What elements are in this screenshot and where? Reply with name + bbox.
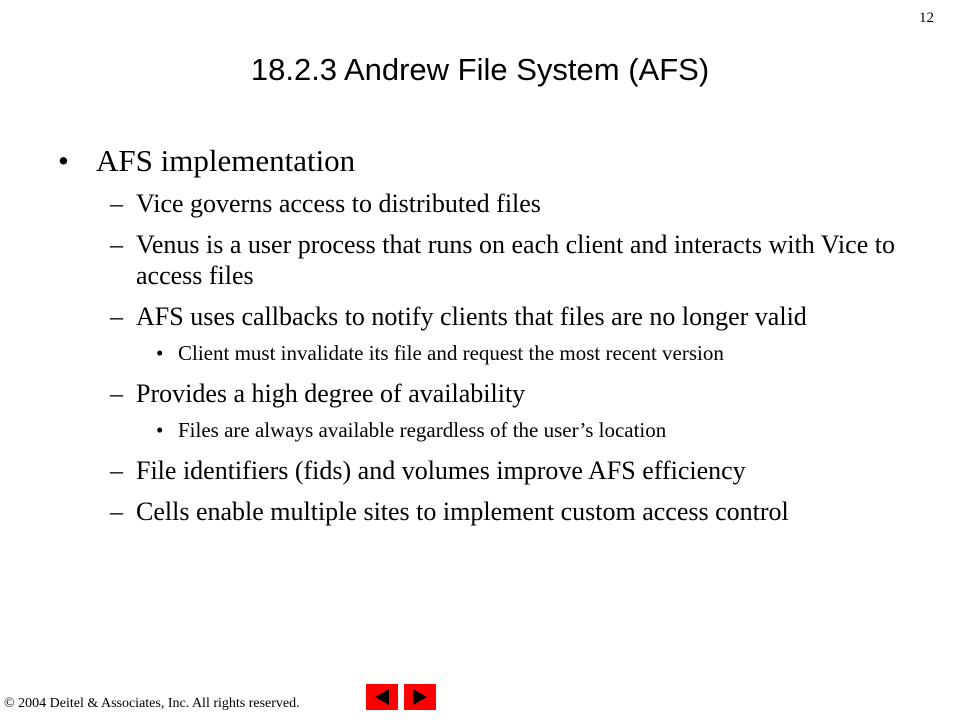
dash-icon: – xyxy=(110,302,123,331)
bullet-icon: • xyxy=(58,143,69,178)
dash-icon: – xyxy=(110,189,123,218)
bullet-icon: • xyxy=(156,418,164,442)
page-number: 12 xyxy=(919,10,934,26)
sub-item xyxy=(110,455,918,486)
sub-item xyxy=(110,496,918,527)
next-slide-button[interactable] xyxy=(404,684,436,710)
sub-item-text: Cells enable multiple sites to implement custom access control xyxy=(136,497,789,526)
sub-sub-item xyxy=(156,417,918,443)
sub-item-text: File identifiers (fids) and volumes improve AFS efficiency xyxy=(136,456,746,485)
sub-sub-item xyxy=(156,340,918,366)
arrow-left-icon xyxy=(366,684,398,710)
slide-title: 18.2.3 Andrew File System (AFS) xyxy=(250,52,710,87)
sub-item xyxy=(110,188,918,219)
dash-icon: – xyxy=(110,497,123,526)
copyright-footer: © 2004 Deitel & Associates, Inc. All rights reserved. xyxy=(4,696,300,711)
slide-content xyxy=(58,142,918,537)
sub-sub-item-text: Client must invalidate its file and request the most recent version xyxy=(178,341,724,365)
slide-navigation xyxy=(366,684,436,710)
dash-icon: – xyxy=(110,456,123,485)
sub-item xyxy=(110,301,918,332)
dash-icon: – xyxy=(110,379,123,408)
sub-sub-item-text: Files are always available regardless of the user’s location xyxy=(178,418,667,442)
sub-item-text: Vice governs access to distributed files xyxy=(136,189,541,218)
main-bullet xyxy=(58,142,918,180)
arrow-right-icon xyxy=(404,684,436,710)
sub-item-text: Venus is a user process that runs on each client and interacts with Vice to access files xyxy=(136,230,895,290)
bullet-icon: • xyxy=(156,341,164,365)
sub-item-text: AFS uses callbacks to notify clients that files are no longer valid xyxy=(136,302,807,331)
sub-item xyxy=(110,229,918,291)
prev-slide-button[interactable] xyxy=(366,684,398,710)
dash-icon: – xyxy=(110,230,123,259)
sub-item xyxy=(110,378,918,409)
sub-item-text: Provides a high degree of availability xyxy=(136,379,526,408)
main-bullet-text: AFS implementation xyxy=(96,143,356,178)
